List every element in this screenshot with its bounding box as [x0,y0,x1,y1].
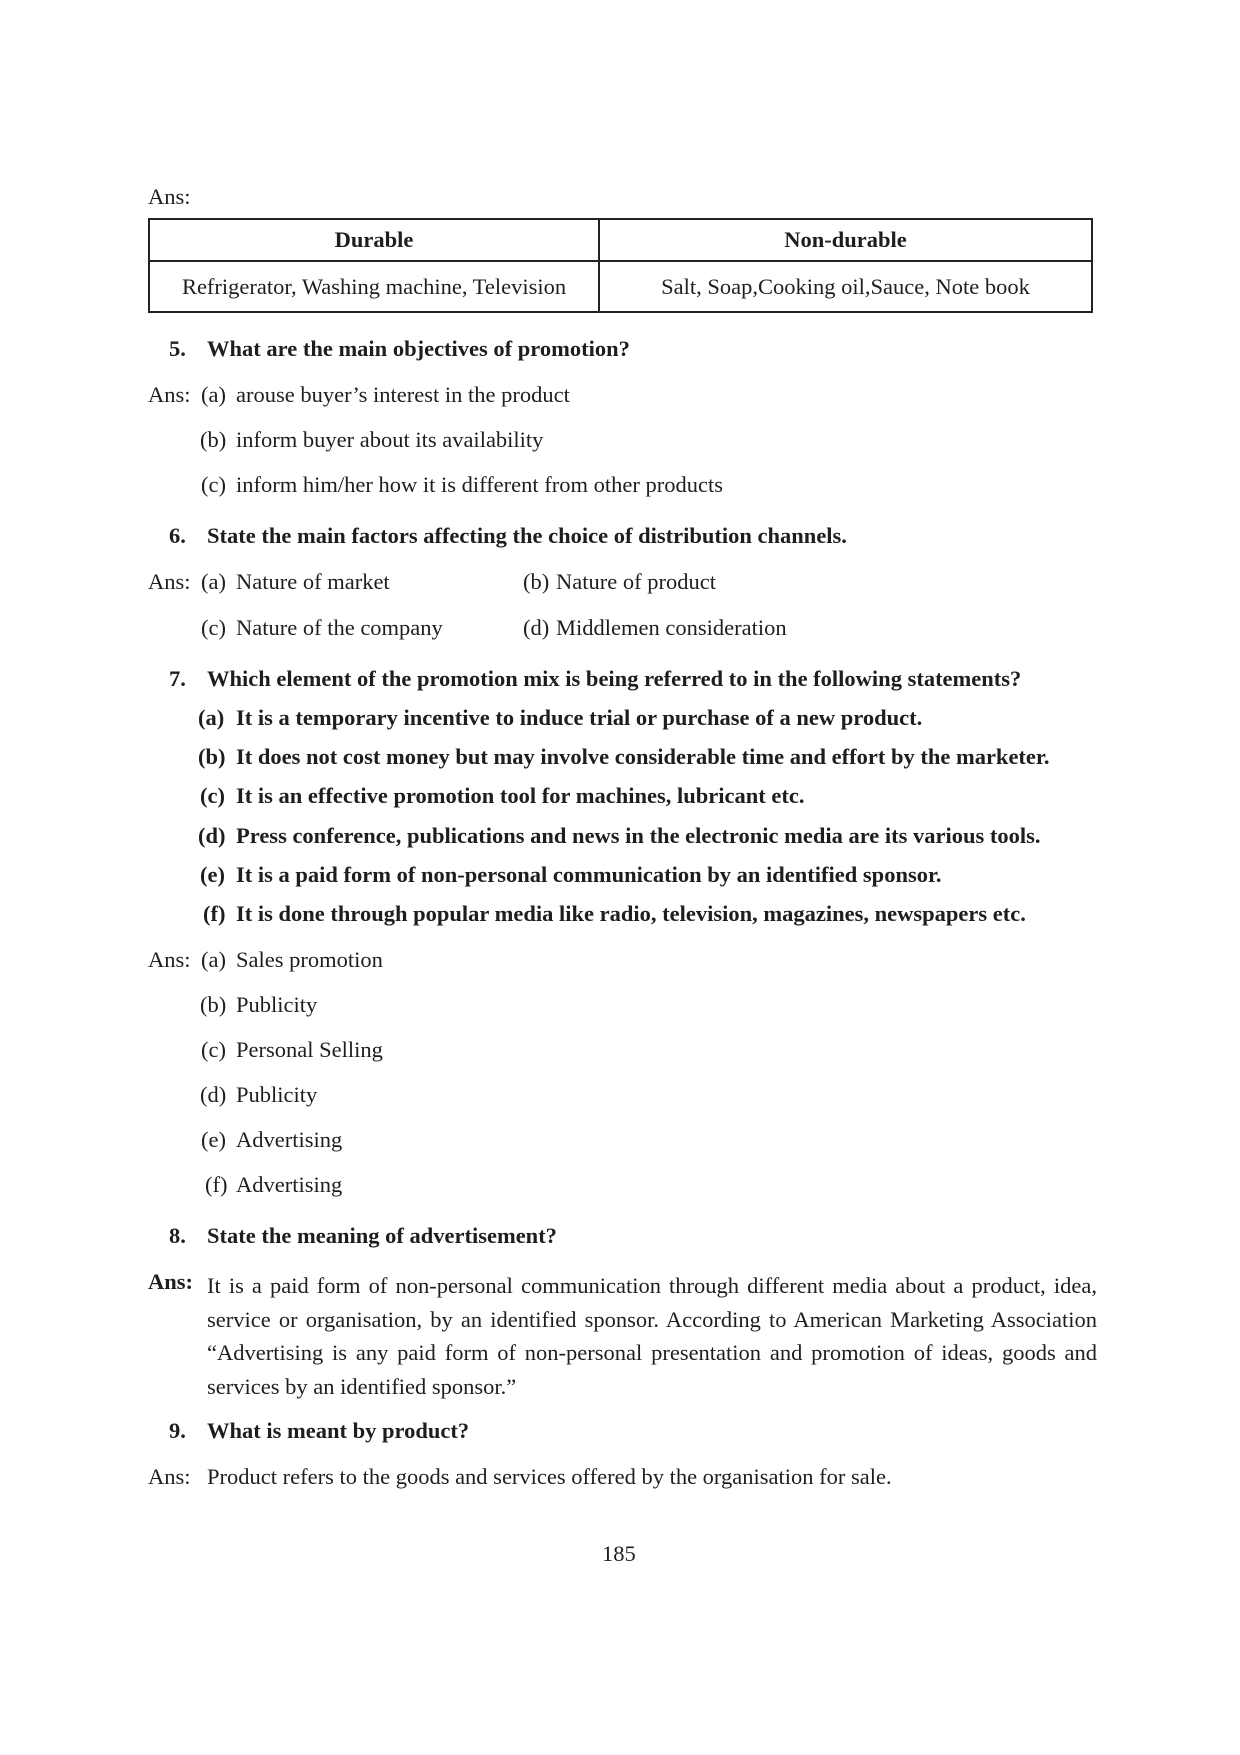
q7-answer-b-label: (b) [200,992,227,1017]
q7-statement-f-label: (f) [203,901,226,926]
q5-answer-c-label: (c) [201,472,226,497]
q8-answer: It is a paid form of non-personal communication through different media about a product, idea, service or organisation, by an identified sponsor. According to American Marketing Association “Advertising is any paid form of non-personal presentation and promotion of ideas, goods and services by an identified sponsor.” [207,1273,1097,1399]
q7-statement-d: Press conference, publications and news in the electronic media are its various tools. [236,823,1041,848]
q7-answer-c-label: (c) [201,1037,226,1062]
q7-statement-c: It is an effective promotion tool for machines, lubricant etc. [236,783,805,808]
q6-answer-d: Middlemen consideration [556,615,787,640]
q6-answer-a-label: (a) [201,569,226,594]
q7-statement-f: It is done through popular media like radio, television, magazines, newspapers etc. [236,901,1026,926]
q6-answer-c-label: (c) [201,615,226,640]
q6-ans-label: Ans: [148,569,191,594]
cell-non-durable-items: Salt, Soap,Cooking oil,Sauce, Note book [599,261,1092,312]
q7-ans-label: Ans: [148,947,191,972]
q7-answer-a-label: (a) [201,947,226,972]
q7-answer-f-label: (f) [205,1172,228,1197]
q7-answer-e: Advertising [236,1127,343,1152]
q6-number: 6. [169,523,186,548]
q7-answer-d-label: (d) [200,1082,227,1107]
q5-answer-c: inform him/her how it is different from other products [236,472,723,497]
q7-statement-c-label: (c) [200,783,225,808]
q7-answer-d: Publicity [236,1082,318,1107]
q9-question: What is meant by product? [207,1418,470,1443]
cell-durable-items: Refrigerator, Washing machine, Television [149,261,599,312]
header-durable: Durable [149,219,599,261]
q4-ans-label: Ans: [148,184,191,209]
q7-answer-b: Publicity [236,992,318,1017]
q7-answer-e-label: (e) [201,1127,226,1152]
q7-statement-a: It is a temporary incentive to induce trial or purchase of a new product. [236,705,923,730]
q6-answer-d-label: (d) [523,615,550,640]
q5-answer-a-label: (a) [201,382,226,407]
q5-answer-a: arouse buyer’s interest in the product [236,382,570,407]
page-number: 185 [602,1541,636,1566]
q7-answer-f: Advertising [236,1172,343,1197]
q5-number: 5. [169,336,186,361]
q5-question: What are the main objectives of promotion? [207,336,630,361]
q6-question: State the main factors affecting the choice of distribution channels. [207,523,847,548]
q6-answer-c: Nature of the company [236,615,443,640]
q8-ans-label: Ans: [148,1269,194,1294]
header-non-durable: Non-durable [599,219,1092,261]
q7-statement-d-label: (d) [198,823,226,848]
q7-statement-e-label: (e) [200,862,225,887]
durable-table [148,218,1093,313]
q6-answer-a: Nature of market [236,569,390,594]
q7-number: 7. [169,666,186,691]
q7-statement-b-label: (b) [198,744,226,769]
q6-answer-b: Nature of product [556,569,716,594]
q6-answer-b-label: (b) [523,569,550,594]
q7-answer-a: Sales promotion [236,947,383,972]
q7-statement-e: It is a paid form of non-personal communication by an identified sponsor. [236,862,942,887]
q9-number: 9. [169,1418,186,1443]
q7-statement-a-label: (a) [198,705,225,730]
q7-statement-b: It does not cost money but may involve considerable time and effort by the marketer. [236,744,1050,769]
q9-ans-label: Ans: [148,1464,191,1489]
table-header-row [149,219,1092,261]
q7-question: Which element of the promotion mix is being referred to in the following statements? [207,666,1022,691]
q5-answer-b: inform buyer about its availability [236,427,544,452]
q7-answer-c: Personal Selling [236,1037,383,1062]
q8-question: State the meaning of advertisement? [207,1223,557,1248]
q9-answer: Product refers to the goods and services offered by the organisation for sale. [207,1464,892,1489]
q5-ans-label: Ans: [148,382,191,407]
table-row [149,261,1092,312]
q8-number: 8. [169,1223,186,1248]
q5-answer-b-label: (b) [200,427,227,452]
